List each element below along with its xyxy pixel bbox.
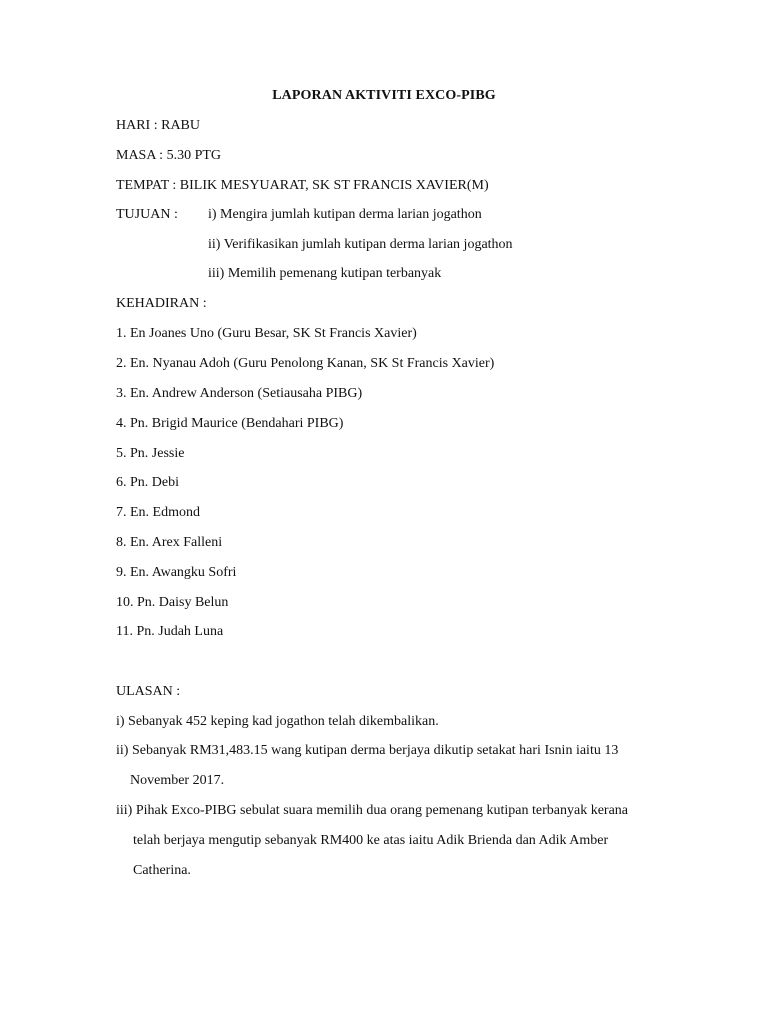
attendee-item: 1. En Joanes Uno (Guru Besar, SK St Francis Xavier) [116,326,417,341]
ulasan-item-continuation: telah berjaya mengutip sebanyak RM400 ke atas iaitu Adik Brienda dan Adik Amber [133,833,609,848]
ulasan-item-continuation: November 2017. [130,773,225,788]
masa-line: MASA : 5.30 PTG [116,148,222,163]
ulasan-item: i) Sebanyak 452 keping kad jogathon telah dikembalikan. [116,714,439,729]
hari-line: HARI : RABU [116,118,201,133]
attendee-item: 7. En. Edmond [116,505,200,520]
kehadiran-label: KEHADIRAN : [116,296,207,311]
ulasan-item: iii) Pihak Exco-PIBG sebulat suara memilih dua orang pemenang kutipan terbanyak kerana [116,803,629,818]
tempat-line: TEMPAT : BILIK MESYUARAT, SK ST FRANCIS XAVIER(M) [116,178,489,193]
ulasan-item: ii) Sebanyak RM31,483.15 wang kutipan derma berjaya dikutip setakat hari Isnin iaitu 13 [116,743,619,758]
document-title: LAPORAN AKTIVITI EXCO-PIBG [272,88,496,103]
tujuan-item: iii) Memilih pemenang kutipan terbanyak [208,266,442,281]
ulasan-item-continuation: Catherina. [133,863,191,878]
tujuan-item: ii) Verifikasikan jumlah kutipan derma larian jogathon [208,237,513,252]
attendee-item: 11. Pn. Judah Luna [116,624,224,639]
attendee-item: 5. Pn. Jessie [116,446,185,461]
attendee-item: 4. Pn. Brigid Maurice (Bendahari PIBG) [116,416,344,431]
attendee-item: 6. Pn. Debi [116,475,179,490]
tujuan-item: i) Mengira jumlah kutipan derma larian jogathon [208,207,482,222]
ulasan-label: ULASAN : [116,684,181,699]
attendee-item: 9. En. Awangku Sofri [116,565,237,580]
attendee-item: 3. En. Andrew Anderson (Setiausaha PIBG) [116,386,363,401]
tujuan-label: TUJUAN : [116,207,178,222]
attendee-item: 8. En. Arex Falleni [116,535,223,550]
attendee-item: 10. Pn. Daisy Belun [116,595,229,610]
attendee-item: 2. En. Nyanau Adoh (Guru Penolong Kanan, SK St Francis Xavier) [116,356,495,371]
